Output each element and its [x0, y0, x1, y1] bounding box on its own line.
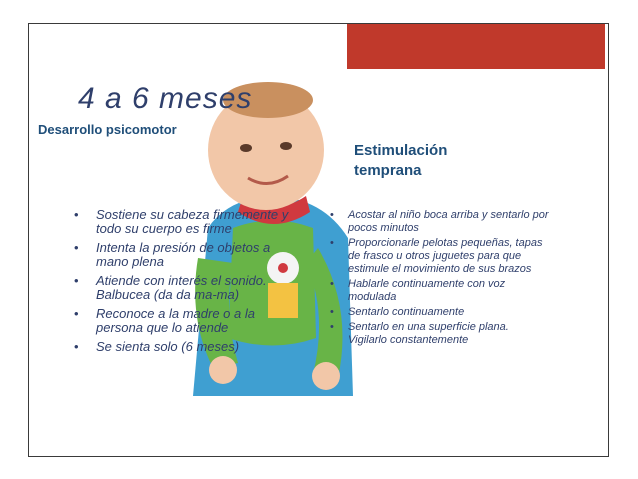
bullet-icon: •	[330, 306, 334, 318]
accent-bar	[347, 24, 605, 69]
list-item: • Proporcionarle pelotas pequeñas, tapas de frasco u otros juguetes para que estimule el movimiento de sus brazos	[330, 237, 543, 275]
slide-subtitle: Desarrollo psicomotor	[38, 122, 177, 137]
list-item: • Sostiene su cabeza firmemente y todo su cuerpo es firme	[74, 207, 289, 236]
bullet-icon: •	[330, 278, 334, 290]
list-item: • Se sienta solo (6 meses)	[74, 339, 240, 354]
left-bullet-list	[74, 208, 304, 359]
right-bullet-list	[330, 209, 550, 349]
bullet-icon: •	[74, 273, 79, 288]
list-item: • Atiende con interés el sonido. Balbucea (da da ma-ma)	[74, 273, 267, 302]
slide-title: 4 a 6 meses	[78, 82, 253, 115]
bullet-icon: •	[330, 209, 334, 221]
list-item: • Reconoce a la madre o a la persona que lo atiende	[74, 306, 255, 335]
bullet-icon: •	[74, 207, 79, 222]
list-item: • Intenta la presión de objetos a mano plena	[74, 240, 271, 269]
bullet-icon: •	[74, 240, 79, 255]
bullet-icon: •	[330, 237, 334, 249]
list-item: • Sentarlo en una superficie plana. Vigilarlo constantemente	[330, 321, 509, 346]
right-heading: Estimulación temprana	[354, 142, 448, 179]
list-item: • Acostar al niño boca arriba y sentarlo por pocos minutos	[330, 209, 549, 234]
bullet-icon: •	[330, 321, 334, 333]
bullet-icon: •	[74, 306, 79, 321]
list-item: • Sentarlo continuamente	[330, 306, 465, 318]
list-item: • Hablarle continuamente con voz modulada	[330, 278, 506, 303]
bullet-icon: •	[74, 339, 79, 354]
